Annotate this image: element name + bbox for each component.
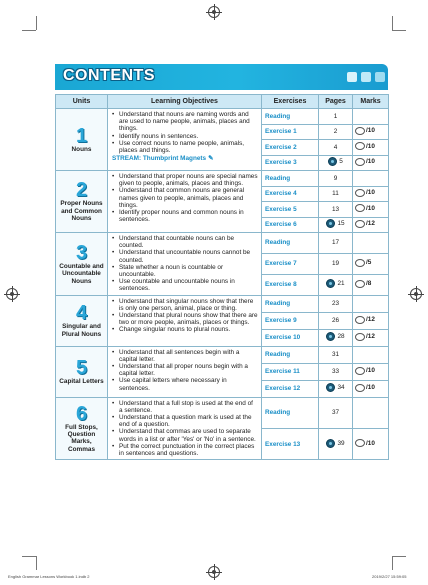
score-ring-icon [355,280,365,288]
page-number: 17 [331,239,340,247]
decorative-square-icon [361,72,371,82]
unit-cell [56,346,108,397]
page-number: 5 [339,158,343,166]
objective-item: • Understand that uncountable nouns cannot be counted. [112,249,258,263]
objective-item: • Understand that proper nouns are special names given to people, animals, places and things. [112,173,258,187]
unit-name-line: Plural Nouns [61,330,102,338]
marks-cell [353,202,389,218]
exercise-name: Exercise 9 [262,312,319,329]
unit-number: 2 [75,179,88,202]
page-number: 23 [331,300,340,308]
score-ring-icon [355,127,365,135]
exercise-name: Exercise 6 [262,217,319,233]
objective-item: • Understand that all sentences begin with a capital letter. [112,349,258,363]
exercise-name: Exercise 2 [262,140,319,156]
objective-item: • Put the correct punctuation in the correct places in sentences and questions. [112,443,258,457]
objective-item: • Understand that singular nouns show that there is only one person, animal, place or thing. [112,298,258,312]
marks-total: /5 [366,259,372,267]
marks-cell [353,428,389,459]
page-cell [319,140,353,156]
score-ring-icon [355,384,365,392]
unit-cell [56,233,108,296]
crop-mark [392,16,393,30]
objective-item: • Understand that common nouns are general names given to people, animals, places and things. [112,187,258,209]
marks-total: /12 [366,333,375,341]
page-number: 15 [337,220,345,228]
page-number: 11 [332,190,339,198]
column-header-objectives: Learning Objectives [108,95,262,109]
marks-cell [353,380,389,397]
score-ring-icon [355,316,365,324]
exercise-name: Reading [262,233,319,254]
exercise-name: Exercise 11 [262,363,319,380]
stream-note [112,155,258,162]
score-ring-icon [355,158,365,166]
registration-mark-bottom [208,566,220,578]
page-number: 39 [337,439,345,447]
unit-name-line: Question [67,431,96,439]
page-number: 1 [333,112,338,120]
marks-total: /12 [366,220,375,228]
page-cell [319,217,353,233]
stream-label: STREAM: Thumbprint Magnets [112,154,207,162]
marks-cell [353,346,389,363]
table-header-row [56,95,389,109]
objective-item: • Understand that plural nouns show that there are two or more people, animals, places or things. [112,312,258,326]
objective-item: • Identify proper nouns and common nouns in sentences. [112,209,258,223]
column-header-pages: Pages [319,95,353,109]
page-cell [319,109,353,125]
objectives-list [112,235,258,293]
objectives-list [112,400,258,458]
unit-name-line: Nouns [71,145,92,153]
page-cell [319,428,353,459]
exercise-name: Reading [262,295,319,312]
page-cell [319,380,353,397]
unit-number: 1 [75,124,88,147]
exercise-name: Exercise 10 [262,329,319,346]
footer-timestamp: 2019/2/27 15:59:05 [372,574,407,579]
registration-mark-top [208,6,220,18]
page-number: 13 [331,205,340,213]
page-cell [319,124,353,140]
crop-mark [36,16,37,30]
score-ring-icon [355,439,365,447]
score-ring-icon [355,142,365,150]
page-cell [319,346,353,363]
unit-number: 3 [75,241,88,264]
contents-banner [55,64,388,90]
assessment-badge-icon [326,332,335,341]
objectives-list [112,349,258,392]
unit-number: 5 [75,356,88,379]
page-cell [319,312,353,329]
score-ring-icon [355,259,365,267]
exercise-name: Reading [262,109,319,125]
exercise-name: Reading [262,171,319,187]
crop-mark [22,30,36,31]
marks-cell [353,217,389,233]
objectives-list [112,173,258,223]
crop-mark [392,30,406,31]
unit-name-line: Nouns [71,277,92,285]
table-row [56,171,389,187]
unit-name-line: Countable and [59,262,104,270]
unit-name-line: Full Stops, [65,423,98,431]
learning-objectives-cell [108,171,262,233]
unit-number: 4 [75,302,88,325]
marks-cell [353,155,389,171]
marks-total: /10 [366,439,375,447]
exercise-name: Exercise 4 [262,186,319,202]
unit-cell [56,109,108,171]
objective-item: • Understand that a full stop is used at the end of a sentence. [112,400,258,414]
marks-total: /10 [366,384,375,392]
marks-cell [353,312,389,329]
marks-total: /12 [366,316,375,324]
assessment-badge-icon [326,439,335,448]
exercise-name: Reading [262,346,319,363]
page-number: 26 [331,317,340,325]
page-number: 28 [337,333,345,341]
objectives-list [112,298,258,334]
table-row [56,109,389,125]
unit-name-line: Singular and [62,323,101,331]
objective-item: • Understand that countable nouns can be counted. [112,235,258,249]
unit-name-line: Marks, [71,438,92,446]
page-number: 21 [337,280,345,288]
objective-item: • Understand that all proper nouns begin with a capital letter. [112,363,258,377]
score-ring-icon [355,220,365,228]
table-row [56,295,389,312]
column-header-exercises: Exercises [262,95,319,109]
marks-total: /10 [366,367,375,375]
exercise-name: Exercise 7 [262,253,319,274]
page-cell [319,397,353,428]
marks-cell [353,233,389,254]
score-ring-icon [355,189,365,197]
unit-cell [56,171,108,233]
learning-objectives-cell [108,295,262,346]
exercise-name: Reading [262,397,319,428]
table-row [56,346,389,363]
table-row [56,233,389,254]
score-ring-icon [355,333,365,341]
page-number: 34 [337,384,345,392]
learning-objectives-cell [108,346,262,397]
unit-cell [56,397,108,460]
page-cell [319,155,353,171]
crop-mark [22,556,36,557]
marks-cell [353,253,389,274]
page-number: 9 [333,174,338,182]
page-number: 19 [331,260,340,268]
assessment-badge-icon [326,279,335,288]
page-number: 31 [331,351,340,359]
contents-body [56,109,389,460]
marks-cell [353,329,389,346]
marks-cell [353,295,389,312]
objective-item: • Understand that commas are used to separate words in a list or after 'Yes' or 'No' in a sentence. [112,428,258,442]
marks-total: /10 [366,142,375,150]
marks-cell [353,363,389,380]
unit-name-line: Commas [68,445,95,453]
crop-mark [392,556,393,570]
decorative-square-icon [375,72,385,82]
marks-cell [353,124,389,140]
crop-mark [36,556,37,570]
learning-objectives-cell [108,109,262,171]
score-ring-icon [355,367,365,375]
pencil-icon: ✎ [208,154,214,162]
objective-item: • Use capital letters where necessary in sentences. [112,377,258,391]
exercise-name: Exercise 3 [262,155,319,171]
exercise-name: Exercise 12 [262,380,319,397]
page-number: 37 [331,409,340,417]
registration-mark-right [410,288,422,300]
learning-objectives-cell [108,397,262,460]
marks-total: /10 [366,127,375,135]
learning-objectives-cell [108,233,262,296]
objective-item: • Use correct nouns to name people, animals, places and things. [112,140,258,154]
objectives-list [112,111,258,154]
page-cell [319,233,353,254]
page-cell [319,295,353,312]
objective-item: • Change singular nouns to plural nouns. [112,326,258,333]
column-header-marks: Marks [353,95,389,109]
marks-cell [353,186,389,202]
exercise-name: Exercise 5 [262,202,319,218]
unit-name-line: Nouns [71,215,92,223]
objective-item: • Understand that nouns are naming words and are used to name people, animals, places and things. [112,111,258,133]
marks-cell [353,140,389,156]
exercise-name: Exercise 1 [262,124,319,140]
objective-item: • State whether a noun is countable or uncountable. [112,264,258,278]
footer-file-name: English Grammar Lessons Workbook 1.indb 2 [8,574,90,579]
page-cell [319,202,353,218]
table-row [56,397,389,428]
marks-cell [353,397,389,428]
marks-cell [353,109,389,125]
exercise-name: Exercise 8 [262,274,319,295]
decorative-square-icon [347,72,357,82]
objective-item: • Use countable and uncountable nouns in sentences. [112,278,258,292]
score-ring-icon [355,204,365,212]
unit-name-line: Uncountable [62,270,101,278]
page-cell [319,253,353,274]
page-title: CONTENTS [63,67,155,84]
column-header-units: Units [56,95,108,109]
assessment-badge-icon [326,219,335,228]
exercise-name: Exercise 13 [262,428,319,459]
unit-cell [56,295,108,346]
marks-cell [353,171,389,187]
objective-item: • Identify nouns in sentences. [112,133,258,140]
page-cell [319,363,353,380]
registration-mark-left [6,288,18,300]
assessment-badge-icon [326,383,335,392]
marks-cell [353,274,389,295]
unit-name-line: and Common [61,207,102,215]
objective-item: • Understand that a question mark is used at the end of a question. [112,414,258,428]
page-cell [319,186,353,202]
page-cell [319,274,353,295]
page-cell [319,329,353,346]
marks-total: /10 [366,189,375,197]
marks-total: /10 [366,158,375,166]
page-number: 2 [333,128,338,136]
marks-total: /8 [366,280,372,288]
contents-table [55,94,389,460]
unit-name-line: Capital Letters [59,377,104,385]
unit-name-line: Proper Nouns [60,200,103,208]
crop-mark [392,556,406,557]
marks-total: /10 [366,204,375,212]
page-number: 33 [331,368,340,376]
assessment-badge-icon [328,157,337,166]
page-cell [319,171,353,187]
page-number: 4 [333,143,338,151]
unit-number: 6 [75,402,88,425]
